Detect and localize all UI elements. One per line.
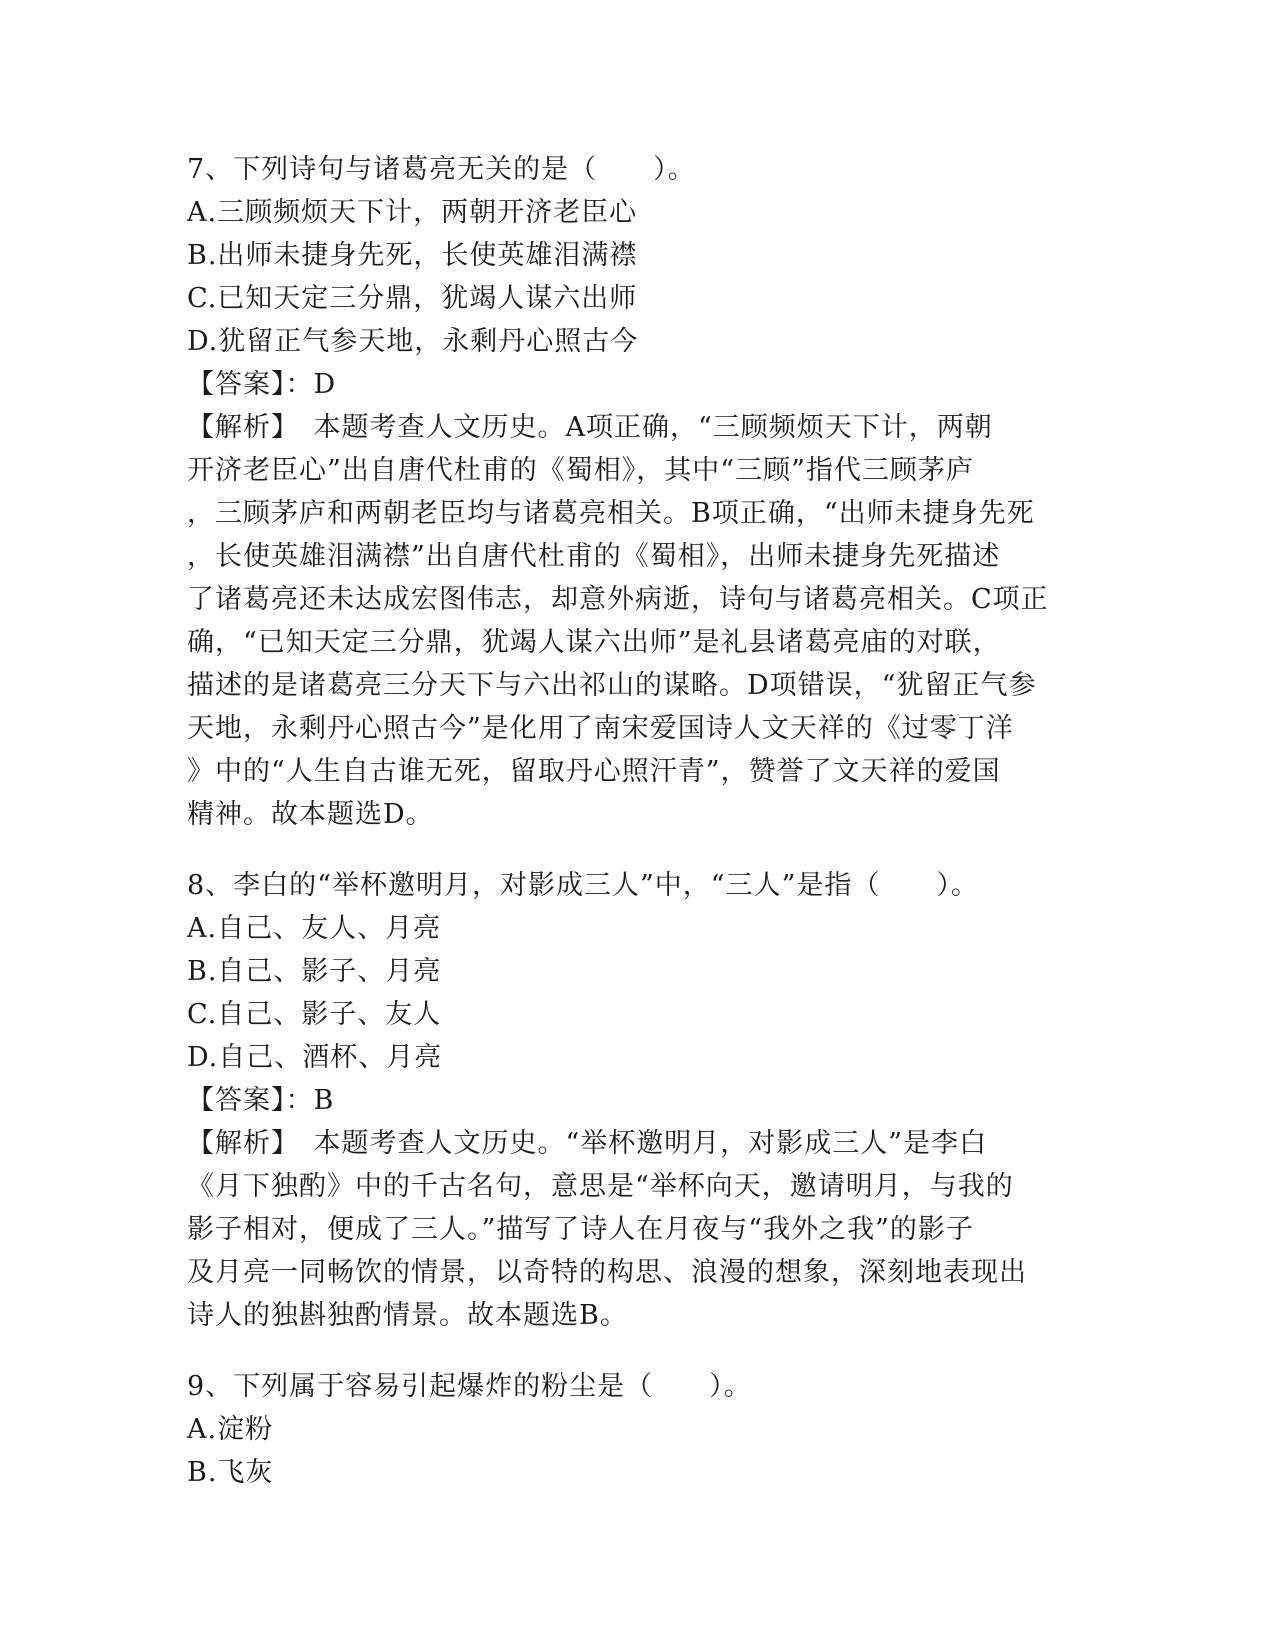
option-a: A.淀粉 [187, 1414, 274, 1445]
question-8 [187, 864, 1087, 1337]
analysis-line: 【解析】 本题考查人文历史。“举杯邀明月，对影成三人”是李白 [187, 1128, 988, 1159]
analysis-line: 影子相对，便成了三人。”描写了诗人在月夜与“我外之我”的影子 [187, 1214, 974, 1245]
option-b: B.自己、影子、月亮 [187, 956, 442, 987]
option-c: C.已知天定三分鼎，犹竭人谋六出师 [187, 283, 638, 314]
option-d: D.犹留正气参天地，永剩丹心照古今 [187, 326, 639, 357]
option-d: D.自己、酒杯、月亮 [187, 1042, 443, 1073]
answer-line: 【答案】：D [187, 369, 337, 400]
option-a: A.三顾频烦天下计，两朝开济老臣心 [187, 197, 638, 228]
analysis-line: 【解析】 本题考查人文历史。A项正确，“三顾频烦天下计，两朝 [187, 412, 993, 443]
option-b: B.出师未捷身先死，长使英雄泪满襟 [187, 240, 638, 271]
analysis-line: ，三顾茅庐和两朝老臣均与诸葛亮相关。B项正确，“出师未捷身先死 [187, 498, 1035, 529]
analysis-block [187, 406, 1087, 836]
option-b: B.飞灰 [187, 1457, 274, 1488]
analysis-line: 及月亮一同畅饮的情景，以奇特的构思、浪漫的想象，深刻地表现出 [187, 1257, 1027, 1288]
analysis-line: 了诸葛亮还未达成宏图伟志，却意外病逝，诗句与诸葛亮相关。C项正 [187, 584, 1049, 615]
analysis-line: 》中的“人生自古谁无死，留取丹心照汗青”，赞誉了文天祥的爱国 [187, 756, 1001, 787]
question-9 [187, 1365, 1087, 1494]
analysis-block [187, 1122, 1087, 1337]
question-stem: 8、李白的“举杯邀明月，对影成三人”中，“三人”是指（ ）。 [187, 870, 979, 901]
analysis-line: 确，“已知天定三分鼎，犹竭人谋六出师”是礼县诸葛亮庙的对联， [187, 627, 1001, 658]
analysis-line: 天地，永剩丹心照古今”是化用了南宋爱国诗人文天祥的《过零丁洋 [187, 713, 1014, 744]
analysis-line: 诗人的独斟独酌情景。故本题选B。 [187, 1300, 628, 1331]
question-stem: 9、下列属于容易引起爆炸的粉尘是（ ）。 [187, 1371, 752, 1402]
question-stem: 7、下列诗句与诸葛亮无关的是（ ）。 [187, 154, 696, 185]
analysis-line: 精神。故本题选D。 [187, 799, 434, 830]
question-spacer [187, 1337, 1087, 1365]
analysis-line: 描述的是诸葛亮三分天下与六出祁山的谋略。D项错误，“犹留正气参 [187, 670, 1037, 701]
analysis-line: ，长使英雄泪满襟”出自唐代杜甫的《蜀相》，出师未捷身先死描述 [187, 541, 1001, 572]
analysis-line: 开济老臣心”出自唐代杜甫的《蜀相》，其中“三顾”指代三顾茅庐 [187, 455, 974, 486]
option-c: C.自己、影子、友人 [187, 999, 442, 1030]
analysis-line: 《月下独酌》中的千古名句，意思是“举杯向天，邀请明月，与我的 [187, 1171, 1014, 1202]
option-a: A.自己、友人、月亮 [187, 913, 442, 944]
page-content [187, 148, 1087, 1494]
question-spacer [187, 836, 1087, 864]
answer-line: 【答案】：B [187, 1085, 335, 1116]
question-7 [187, 148, 1087, 836]
